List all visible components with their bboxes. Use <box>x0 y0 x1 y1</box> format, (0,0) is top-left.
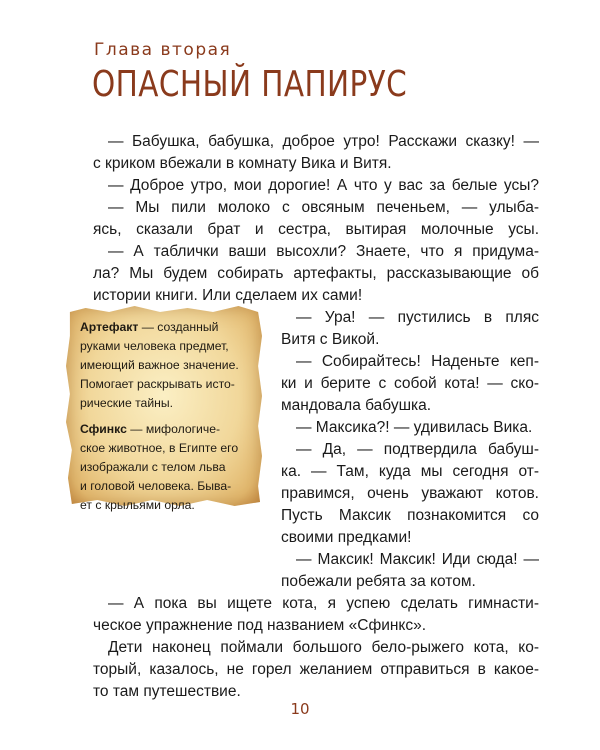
text-line: ясь, сказали брат и сестра, вытирая молочные усы. <box>93 221 539 238</box>
text-line: Пусть Максик познакомится со <box>281 507 539 524</box>
glossary-line: и головой человека. Быва- <box>80 479 232 493</box>
text-line: — А таблички ваши высохли? Знаете, что я придума- <box>108 243 539 260</box>
glossary-line <box>80 318 218 337</box>
glossary-text: — мифологиче- <box>126 422 221 436</box>
glossary-line: ет с крыльями орла. <box>80 498 195 512</box>
glossary-term-sphinx: Сфинкс <box>80 422 127 436</box>
text-line: ки и берите с собой кота! — ско- <box>281 375 539 392</box>
chapter-label: Глава вторая <box>94 40 232 60</box>
text-line: — Ура! — пустились в пляс <box>296 309 539 326</box>
text-line: — Мы пили молоко с овсяным печеньем, — улыба- <box>108 199 539 216</box>
glossary-line: имеющий важное значение. <box>80 358 239 372</box>
text-line: — Собирайтесь! Наденьте кеп- <box>296 353 539 370</box>
text-line: ка. — Там, куда мы сегодня от- <box>281 463 539 480</box>
page-number: 10 <box>290 700 310 718</box>
glossary-line: ское животное, в Египте его <box>80 441 239 455</box>
text-line: торый, казалось, не горел желанием отправиться в какое- <box>93 661 539 678</box>
text-line: — Максика?! — удивилась Вика. <box>296 419 533 436</box>
text-line: то там путешествие. <box>93 683 241 700</box>
text-line: ческое упражнение под названием «Сфинкс». <box>93 617 427 634</box>
text-line: побежали ребята за котом. <box>281 573 476 590</box>
text-line: Дети наконец поймали большого бело-рыжего кота, ко- <box>108 639 539 656</box>
text-line: ла? Мы будем собирать артефакты, рассказывающие об <box>93 265 539 282</box>
text-line: — Да, — подтвердила бабуш- <box>296 441 539 458</box>
text-line: правимся, очень уважают котов. <box>281 485 539 502</box>
text-line: — Максик! Максик! Иди сюда! — <box>296 551 539 568</box>
text-line: — А пока вы ищете кота, я успею сделать гимнасти- <box>108 595 539 612</box>
text-line: Витя с Викой. <box>281 331 380 348</box>
glossary-term-artifact: Артефакт <box>80 320 139 334</box>
glossary-line: Помогает раскрывать исто- <box>80 377 235 391</box>
glossary-line: изображали с телом льва <box>80 460 226 474</box>
text-line: истории книги. Или сделаем их сами! <box>93 287 363 304</box>
glossary-line: рические тайны. <box>80 396 174 410</box>
chapter-title: ОПАСНЫЙ ПАПИРУС <box>92 64 408 105</box>
glossary-text: — созданный <box>138 320 219 334</box>
text-line: — Доброе утро, мои дорогие! А что у вас за белые усы? <box>108 177 539 194</box>
text-line: с криком вбежали в комнату Вика и Витя. <box>93 155 392 172</box>
glossary-line <box>80 420 220 439</box>
text-line: мандовала бабушка. <box>281 397 432 414</box>
text-line: своими предками! <box>281 529 412 546</box>
glossary-line: руками человека предмет, <box>80 339 229 353</box>
text-line: — Бабушка, бабушка, доброе утро! Расскажи сказку! — <box>108 133 539 150</box>
